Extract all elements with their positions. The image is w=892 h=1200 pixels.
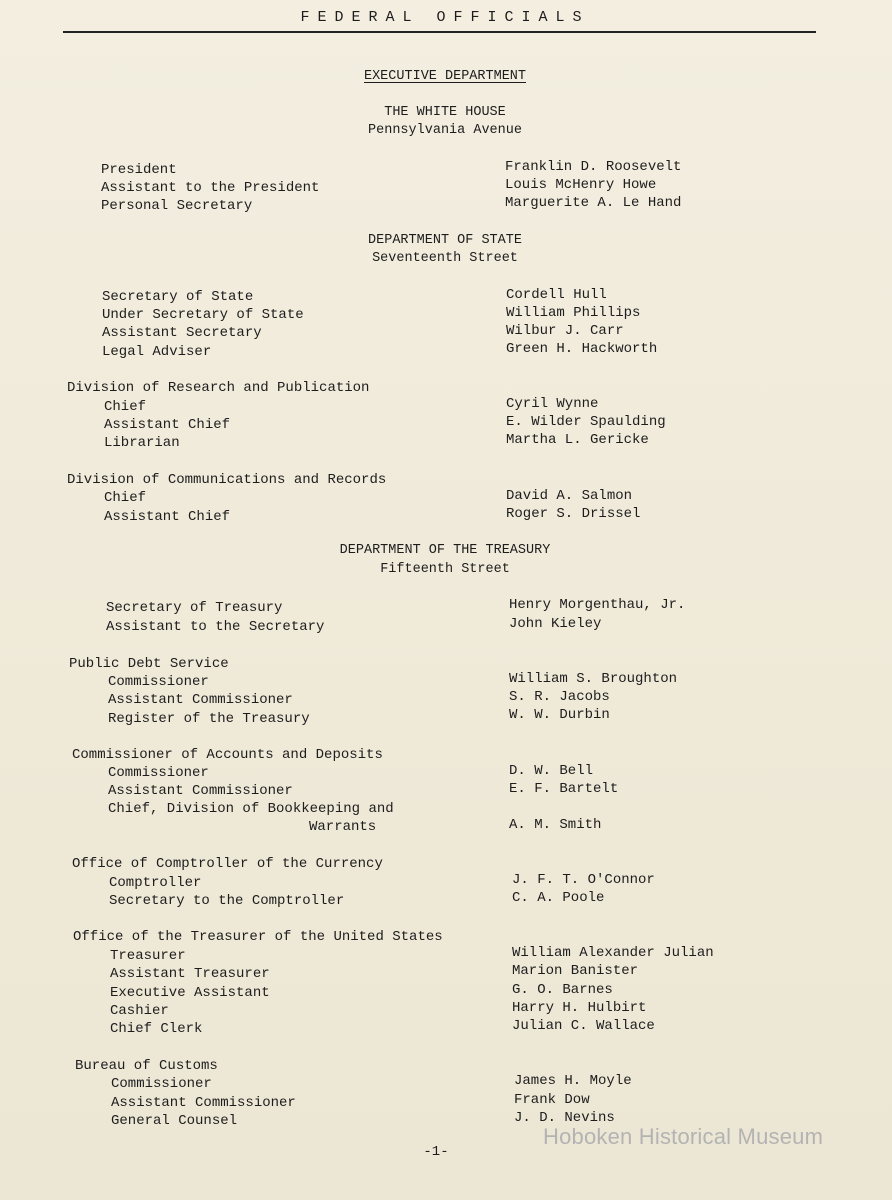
official-name: C. A. Poole [512,890,605,906]
official-name: William Phillips [506,305,641,321]
official-title: Assistant Commissioner [108,783,293,799]
official-title: Under Secretary of State [102,307,304,323]
official-name: Cordell Hull [506,287,607,303]
official-name: J. F. T. O'Connor [512,872,655,888]
official-title: Register of the Treasury [108,711,310,727]
official-name: James H. Moyle [514,1073,632,1089]
official-name: William S. Broughton [509,671,678,687]
official-name: W. W. Durbin [509,707,610,723]
official-name: Frank Dow [514,1092,590,1108]
white-house-address: Pennsylvania Avenue [368,123,522,138]
official-name: E. Wilder Spaulding [506,414,666,430]
official-title: Assistant Treasurer [110,966,270,982]
treasury-department-heading: DEPARTMENT OF THE TREASURY [339,543,551,558]
state-department-address: Seventeenth Street [372,251,518,266]
official-title: Commissioner [108,674,209,690]
official-name: Martha L. Gericke [506,432,649,448]
official-name: D. W. Bell [509,763,594,779]
official-title: Assistant Chief [104,509,231,525]
official-title: Cashier [110,1003,169,1019]
official-title: Secretary of Treasury [106,600,283,616]
official-title: Assistant Chief [104,417,231,433]
white-house-heading: THE WHITE HOUSE [384,105,506,120]
official-name: Julian C. Wallace [512,1018,655,1034]
state-department-heading: DEPARTMENT OF STATE [368,233,522,248]
official-name: William Alexander Julian [512,945,714,961]
division-heading: Public Debt Service [69,656,229,672]
official-title: Assistant Commissioner [111,1095,296,1111]
official-title: Assistant to the Secretary [106,619,325,635]
official-title: Assistant Secretary [102,325,262,341]
official-name: S. R. Jacobs [509,689,610,705]
treasury-department-address: Fifteenth Street [380,562,510,577]
official-title: Chief Clerk [110,1021,203,1037]
official-title: Commissioner [111,1076,212,1092]
official-name: Marion Banister [512,963,639,979]
official-name: Cyril Wynne [506,396,599,412]
official-name: Louis McHenry Howe [505,177,657,193]
official-name: John Kieley [509,616,602,632]
official-title: Assistant to the President [101,180,320,196]
division-heading: Office of the Treasurer of the United States [73,929,443,945]
official-title: General Counsel [111,1113,238,1129]
official-title: Secretary of State [102,289,254,305]
official-name: Green H. Hackworth [506,341,658,357]
division-heading: Commissioner of Accounts and Deposits [72,747,383,763]
official-name: G. O. Barnes [512,982,613,998]
official-title: Comptroller [109,875,202,891]
official-title: Chief [104,490,147,506]
official-name: David A. Salmon [506,488,633,504]
official-title: Chief [104,399,147,415]
official-title: Personal Secretary [101,198,253,214]
official-name: J. D. Nevins [514,1110,615,1126]
official-title: Librarian [104,435,180,451]
title-rule [63,31,816,33]
official-title: Commissioner [108,765,209,781]
division-heading: Division of Communications and Records [67,472,387,488]
division-heading: Division of Research and Publication [67,380,370,396]
official-title: Chief, Division of Bookkeeping and [108,801,394,817]
official-name: Henry Morgenthau, Jr. [509,597,686,613]
official-name: Wilbur J. Carr [506,323,624,339]
official-title: Treasurer [110,948,186,964]
division-heading: Office of Comptroller of the Currency [72,856,383,872]
official-title: Legal Adviser [102,344,212,360]
official-name: A. M. Smith [509,817,602,833]
official-name: Franklin D. Roosevelt [505,159,682,175]
official-title: Secretary to the Comptroller [109,893,345,909]
page-number: -1- [423,1144,449,1160]
official-title: Assistant Commissioner [108,692,293,708]
museum-watermark: Hoboken Historical Museum [543,1124,824,1149]
official-title: Executive Assistant [110,985,270,1001]
official-name: Roger S. Drissel [506,506,641,522]
official-title: President [101,162,177,178]
executive-department-heading: EXECUTIVE DEPARTMENT [363,69,527,84]
official-name: E. F. Bartelt [509,781,619,797]
official-name: Marguerite A. Le Hand [505,195,682,211]
page-title: FEDERAL OFFICIALS [300,9,590,26]
official-title-continued: Warrants [309,819,377,835]
official-name: Harry H. Hulbirt [512,1000,647,1016]
division-heading: Bureau of Customs [75,1058,218,1074]
